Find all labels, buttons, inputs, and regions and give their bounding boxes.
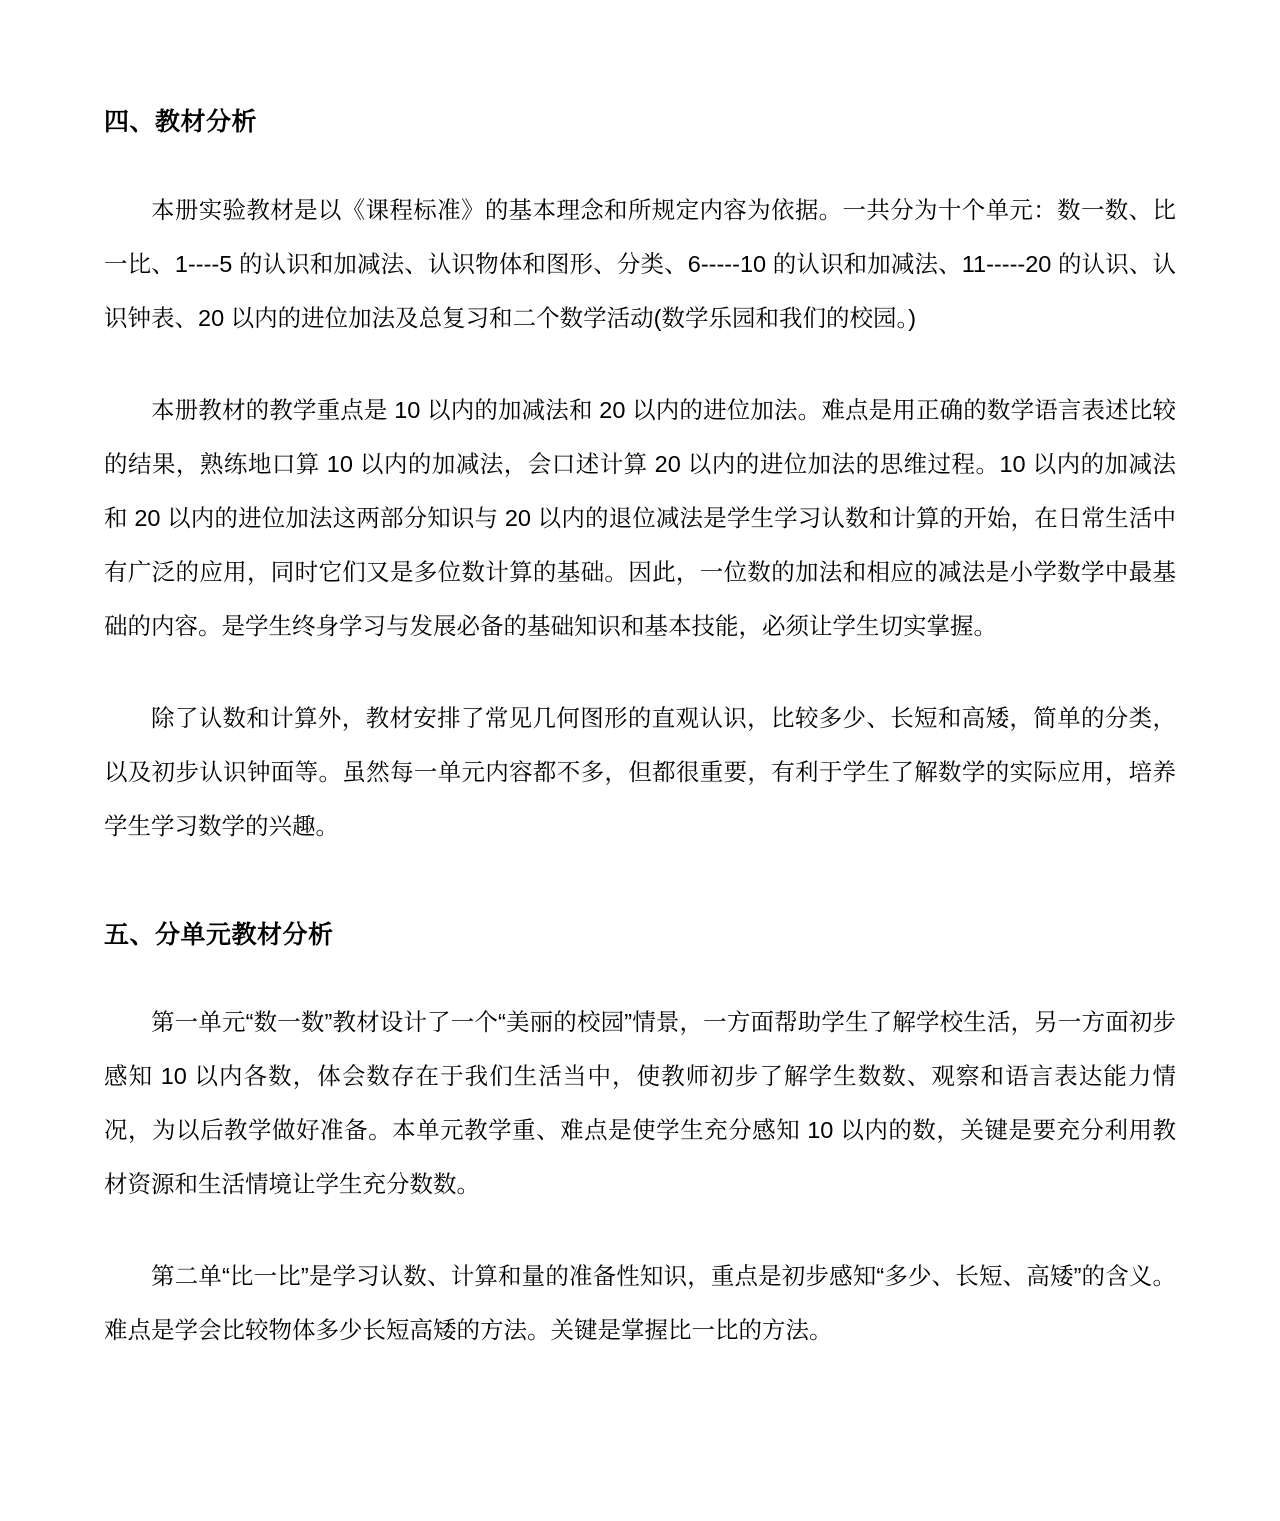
paragraph: 第二单“比一比”是学习认数、计算和量的准备性知识，重点是初步感知“多少、长短、高矮”的含义。难点是学会比较物体多少长短高矮的方法。关键是掌握比一比的方法。 — [104, 1263, 1176, 1343]
section-heading-five: 五、分单元教材分析 — [104, 920, 334, 949]
paragraph: 除了认数和计算外，教材安排了常见几何图形的直观认识，比较多少、长短和高矮，简单的分类，以及初步认识钟面等。虽然每一单元内容都不多，但都很重要，有利于学生了解数学的实际应用，培养学生学习数学的兴趣。 — [104, 704, 1176, 839]
section-heading-four: 四、教材分析 — [104, 108, 258, 136]
paragraph: 本册实验教材是以《课程标准》的基本理念和所规定内容为依据。一共分为十个单元：数一数、比一比、1----5 的认识和加减法、认识物体和图形、分类、6-----10 的认识和加减法、11-----20 的认识、认识钟表、20 以内的进位加法及总复习和二个数学活动(数学乐园和我们的校园。) — [104, 196, 1176, 331]
paragraph: 第一单元“数一数”教材设计了一个“美丽的校园”情景，一方面帮助学生了解学校生活，另一方面初步感知 10 以内各数，体会数存在于我们生活当中，使教师初步了解学生数数、观察和语言表达能力情况，为以后教学做好准备。本单元教学重、难点是使学生充分感知 10 以内的数，关键是要充分利用教材资源和生活情境让学生充分数数。 — [104, 1009, 1176, 1197]
paragraph: 本册教材的教学重点是 10 以内的加减法和 20 以内的进位加法。难点是用正确的数学语言表述比较的结果，熟练地口算 10 以内的加减法，会口述计算 20 以内的进位加法的思维过程。10 以内的加减法和 20 以内的进位加法这两部分知识与 20 以内的退位减法是学生学习认数和计算的开始，在日常生活中有广泛的应用，同时它们又是多位数计算的基础。因此，一位数的加法和相应的减法是小学数学中最基础的内容。是学生终身学习与发展必备的基础知识和基本技能，必须让学生切实掌握。 — [104, 396, 1176, 639]
